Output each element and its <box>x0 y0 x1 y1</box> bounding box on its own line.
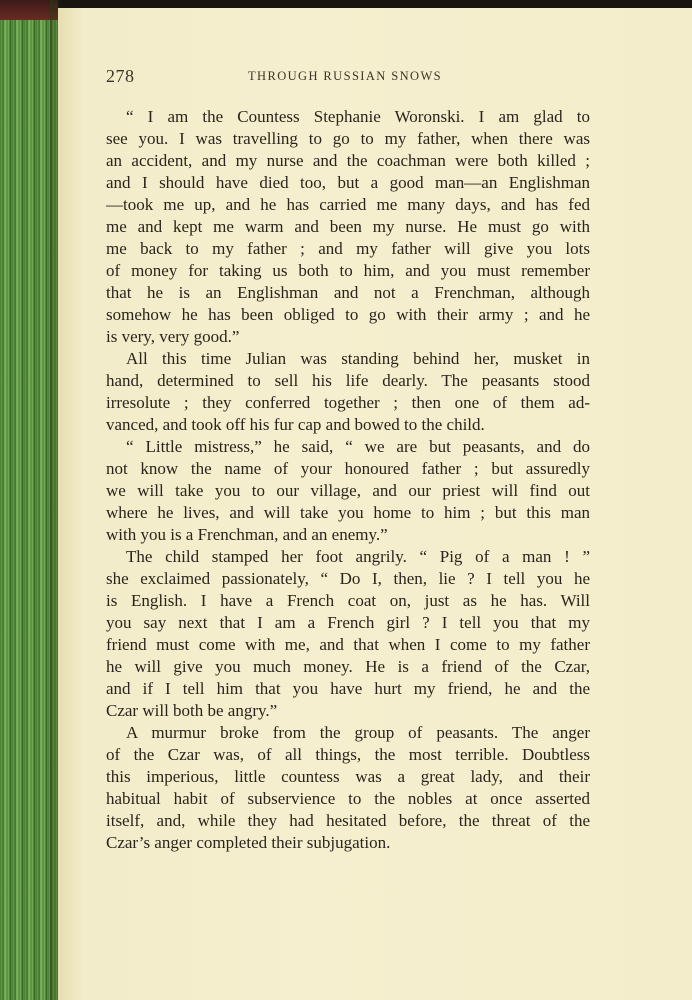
text-line: she exclaimed passionately, “ Do I, then, lie ? I tell you he <box>106 569 590 588</box>
text-line: where he lives, and will take you home to him ; but this man <box>106 503 590 522</box>
text-line: friend must come with me, and that when I come to my father <box>106 635 590 654</box>
text-line: of the Czar was, of all things, the most terrible. Doubtless <box>106 745 590 764</box>
text-line: irresolute ; they conferred together ; then one of them ad- <box>106 393 590 412</box>
text-line: and if I tell him that you have hurt my friend, he and the <box>106 679 590 698</box>
text-line: of money for taking us both to him, and you must remember <box>106 261 590 280</box>
text-line: he will give you much money. He is a friend of the Czar, <box>106 657 590 676</box>
text-line: and I should have died too, but a good man—an Englishman <box>106 173 590 192</box>
text-line: Czar will both be angry.” <box>106 701 278 720</box>
page-header <box>106 66 590 90</box>
text-line: —took me up, and he has carried me many days, and has fed <box>106 195 590 214</box>
text-line: “ Little mistress,” he said, “ we are but peasants, and do <box>126 437 590 456</box>
body-text <box>106 106 590 854</box>
text-line: habitual habit of subservience to the nobles at once asserted <box>106 789 590 808</box>
text-line: we will take you to our village, and our priest will find out <box>106 481 590 500</box>
text-line: is very, very good.” <box>106 327 240 346</box>
text-line: you say next that I am a French girl ? I tell you that my <box>106 613 590 632</box>
text-line: me and kept me warm and been my nurse. He must go with <box>106 217 590 236</box>
text-line: hand, determined to sell his life dearly. The peasants stood <box>106 371 590 390</box>
text-line: vanced, and took off his fur cap and bowed to the child. <box>106 415 485 434</box>
text-line: The child stamped her foot angrily. “ Pig of a man ! ” <box>126 547 590 566</box>
text-line: see you. I was travelling to go to my father, when there was <box>106 129 590 148</box>
text-line: with you is a Frenchman, and an enemy.” <box>106 525 388 544</box>
text-line: this imperious, little countess was a great lady, and their <box>106 767 590 786</box>
text-line: Czar’s anger completed their subjugation. <box>106 833 391 852</box>
text-line: not know the name of your honoured father ; but assuredly <box>106 459 590 478</box>
text-line: an accident, and my nurse and the coachman were both killed ; <box>106 151 590 170</box>
page-number: 278 <box>106 66 135 86</box>
text-line: somehow he has been obliged to go with their army ; and he <box>106 305 590 324</box>
text-line: A murmur broke from the group of peasants. The anger <box>126 723 590 742</box>
text-line: “ I am the Countess Stephanie Woronski. I am glad to <box>126 107 590 126</box>
text-line: that he is an Englishman and not a Frenchman, although <box>106 283 590 302</box>
running-head-title: THROUGH RUSSIAN SNOWS <box>248 69 442 83</box>
text-line: me back to my father ; and my father will give you lots <box>106 239 590 258</box>
text-line: itself, and, while they had hesitated before, the threat of the <box>106 811 590 830</box>
text-line: is English. I have a French coat on, just as he has. Will <box>106 591 590 610</box>
text-line: All this time Julian was standing behind her, musket in <box>126 349 590 368</box>
